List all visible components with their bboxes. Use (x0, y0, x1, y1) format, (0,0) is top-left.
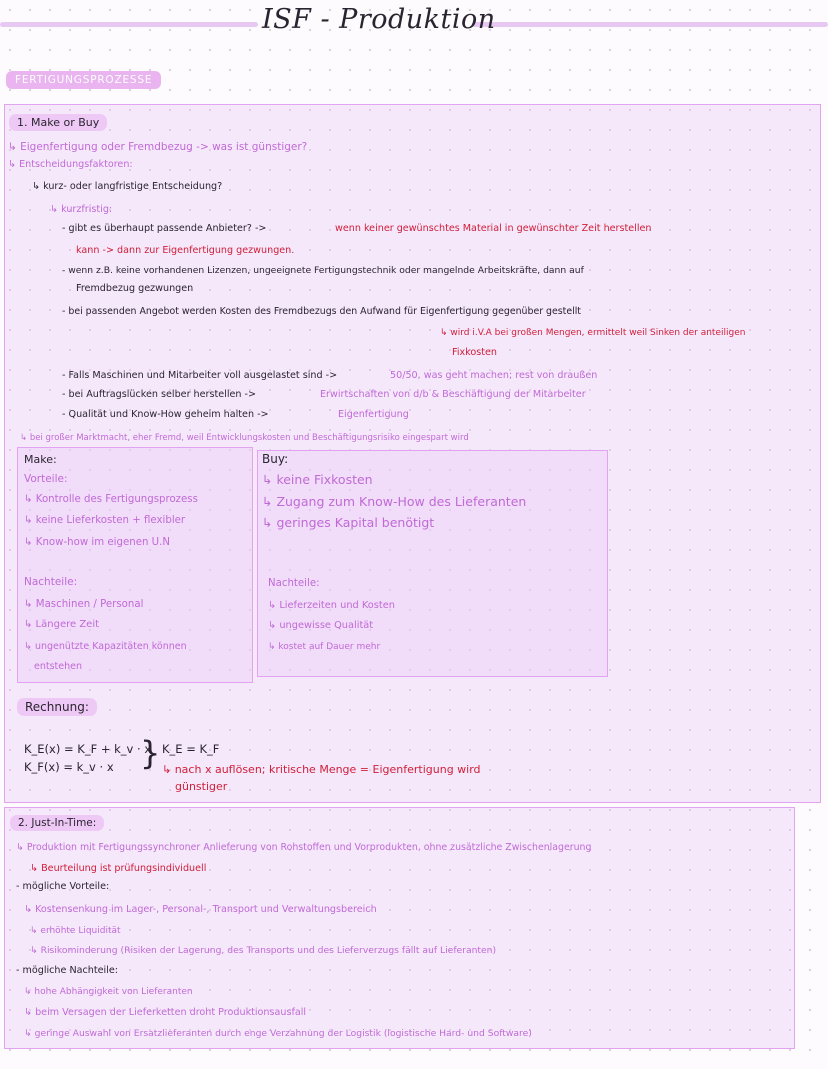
make-con-item: entstehen (34, 661, 82, 672)
buy-pro-item: ↳ geringes Kapital benötigt (262, 515, 435, 530)
brace-icon: } (140, 734, 161, 772)
jit-line: ↳ beim Versagen der Lieferketten droht Produktionsausfall (24, 1007, 307, 1018)
mob-line: ↳ kurzfristig: (50, 204, 113, 215)
buy-con-item: ↳ kostet auf Dauer mehr (268, 642, 381, 652)
page-title: ISF - Produktion (262, 4, 496, 35)
mob-line: Fixkosten (452, 347, 497, 358)
jit-line: ↳ Beurteilung ist prüfungsindividuell (30, 863, 207, 874)
jit-line: ↳ Risikominderung (Risiken der Lagerung, des Transports und des Lieferverzugs fällt auf Lieferanten) (30, 945, 497, 956)
mob-line: wenn keiner gewünschtes Material in gewünschter Zeit herstellen (335, 223, 652, 234)
mob-line: ↳ Eigenfertigung oder Fremdbezug -> was ist günstiger? (8, 141, 308, 153)
calc-result: günstiger (175, 780, 228, 793)
jit-line: ↳ hohe Abhängigkeit von Lieferanten (24, 987, 193, 997)
mob-line: kann -> dann zur Eigenfertigung gezwungen. (76, 245, 295, 256)
make-con-item: ↳ Maschinen / Personal (24, 599, 144, 610)
mob-line: ↳ bei großer Marktmacht, eher Fremd, weil Entwicklungskosten und Beschäftigungsrisiko eingespart wird (20, 433, 469, 443)
calc-heading: Rechnung: (17, 698, 97, 716)
jit-line: ↳ Kostensenkung im Lager-, Personal-, Transport und Verwaltungsbereich (24, 904, 377, 915)
mob-line: ↳ wird i.V.A bei großen Mengen, ermittelt weil Sinken der anteiligen (440, 328, 746, 338)
jit-heading: 2. Just-In-Time: (10, 815, 104, 831)
buy-con-item: ↳ ungewisse Qualität (268, 620, 374, 631)
make-cons-heading: Nachteile: (24, 576, 78, 588)
mob-line: - gibt es überhaupt passende Anbieter? -> (62, 223, 267, 234)
mob-line: - Falls Maschinen und Mitarbeiter voll ausgelastet sind -> (62, 370, 338, 381)
make-pro-item: ↳ keine Lieferkosten + flexibler (24, 515, 186, 526)
jit-line: - mögliche Vorteile: (16, 881, 110, 892)
mob-line: - wenn z.B. keine vorhandenen Lizenzen, ungeeignete Fertigungstechnik oder mangelnde Arbeitskräfte, dann auf (62, 265, 584, 276)
title-underline-left (0, 22, 258, 27)
buy-pro-item: ↳ Zugang zum Know-How des Lieferanten (262, 494, 527, 509)
mob-line: ↳ kurz- oder langfristige Entscheidung? (32, 181, 223, 192)
make-pro-item: ↳ Kontrolle des Fertigungsprozess (24, 494, 198, 505)
make-con-item: ↳ ungenützte Kapazitäten können (24, 641, 187, 652)
mob-line: Eigenfertigung (338, 409, 409, 420)
mob-line: ↳ Entscheidungsfaktoren: (8, 159, 133, 170)
formula-external-cost: K_F(x) = k_v · x (24, 760, 114, 774)
buy-con-item: ↳ Lieferzeiten und Kosten (268, 600, 395, 611)
mob-line: Fremdbezug gezwungen (76, 283, 194, 294)
mob-line: - bei passenden Angebot werden Kosten des Fremdbezugs den Aufwand für Eigenfertigung gegenüber gestellt (62, 306, 581, 317)
formula-total-cost: K_E(x) = K_F + k_v · x (24, 742, 152, 756)
calc-result: ↳ nach x auflösen; kritische Menge = Eigenfertigung wird (162, 763, 481, 776)
make-or-buy-heading: 1. Make or Buy (9, 114, 107, 131)
mob-line: 50/50, was geht machen; rest von draußen (390, 370, 598, 381)
mob-line: Erwirtschaften von d/b & Beschäftigung der Mitarbeiter (320, 389, 586, 400)
make-title: Make: (24, 453, 57, 466)
buy-title: Buy: (262, 452, 289, 466)
buy-cons-heading: Nachteile: (268, 578, 320, 589)
formula-equality: K_E = K_F (162, 742, 220, 756)
jit-line: ↳ erhöhte Liquidität (30, 926, 121, 936)
jit-line: ↳ Produktion mit Fertigungssynchroner Anlieferung von Rohstoffen und Vorprodukten, ohne zusätzliche Zwischenlagerung (16, 842, 592, 853)
jit-line: ↳ geringe Auswahl von Ersatzlieferanten durch enge Verzahnung der Logistik (logistische Hard- und Software) (24, 1028, 532, 1039)
mob-line: - Qualität und Know-How geheim halten -> (62, 409, 269, 420)
title-underline-right (472, 22, 828, 27)
make-con-item: ↳ Längere Zeit (24, 619, 100, 630)
mob-line: - bei Auftragslücken selber herstellen -> (62, 389, 257, 400)
make-pros-heading: Vorteile: (24, 473, 68, 485)
make-pro-item: ↳ Know-how im eigenen U.N (24, 537, 170, 548)
jit-line: - mögliche Nachteile: (16, 965, 118, 976)
buy-pro-item: ↳ keine Fixkosten (262, 472, 373, 487)
section-badge: FERTIGUNGSPROZESSE (6, 71, 161, 89)
